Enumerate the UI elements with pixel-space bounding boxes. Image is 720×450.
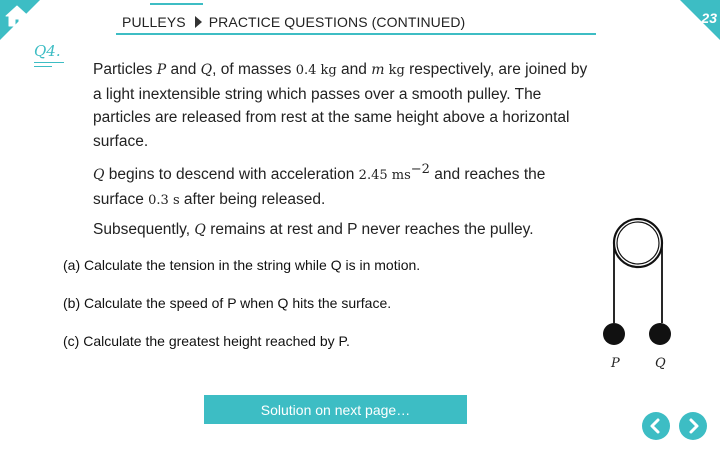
header-top-accent <box>150 3 203 5</box>
particle-p-label: P <box>611 356 620 371</box>
pulley-wheel-inner <box>617 222 659 264</box>
task-b: (b) Calculate the speed of P when Q hits the surface. <box>63 295 392 311</box>
header-underline <box>116 33 596 35</box>
task-a: (a) Calculate the tension in the string while Q is in motion. <box>63 257 421 273</box>
problem-paragraph-2: Q begins to descend with acceleration 2.45 $ms^{-2}$ and reaches the surface 0.3 s after being released. <box>93 162 546 208</box>
question-underline <box>34 62 64 63</box>
solution-text: Solution on next page… <box>260 401 411 418</box>
breadcrumb <box>122 14 465 30</box>
chevron-left-icon <box>642 412 670 440</box>
chevron-right-icon <box>679 412 707 440</box>
question-underline-short <box>34 66 52 67</box>
mass-q-variable: m <box>371 62 385 78</box>
breadcrumb-separator-icon <box>195 16 202 28</box>
problem-paragraph-1: Particles P and Q, of masses 0.4 kg and m kg respectively, are joined by a light inextensible string which passes over a smooth pulley. The particles are released from rest at the same height above a horizontal surface. <box>93 61 588 150</box>
task-c: (c) Calculate the greatest height reached by P. <box>63 333 350 349</box>
problem-statement <box>93 58 593 243</box>
pulley-diagram <box>595 205 685 380</box>
time-value: 0.3 s <box>148 192 180 208</box>
next-page-button[interactable] <box>679 412 707 440</box>
solution-next-page-banner[interactable] <box>204 395 467 424</box>
particle-p <box>603 323 625 345</box>
particle-q-label: Q <box>655 356 666 371</box>
breadcrumb-page: PRACTICE QUESTIONS (CONTINUED) <box>208 14 466 30</box>
breadcrumb-section[interactable]: PULLEYS <box>122 14 186 30</box>
home-icon[interactable] <box>4 4 30 28</box>
acceleration-value: 2.45 ms <box>358 168 411 184</box>
problem-paragraph-3: Subsequently, Q remains at rest and P never reaches the pulley. <box>93 221 534 239</box>
page-number: 23 <box>701 10 717 26</box>
particle-q <box>649 323 671 345</box>
mass-p: 0.4 kg <box>295 63 337 78</box>
previous-page-button[interactable] <box>642 412 670 440</box>
pulley-wheel <box>614 219 662 267</box>
question-label: Q4. <box>34 42 61 60</box>
